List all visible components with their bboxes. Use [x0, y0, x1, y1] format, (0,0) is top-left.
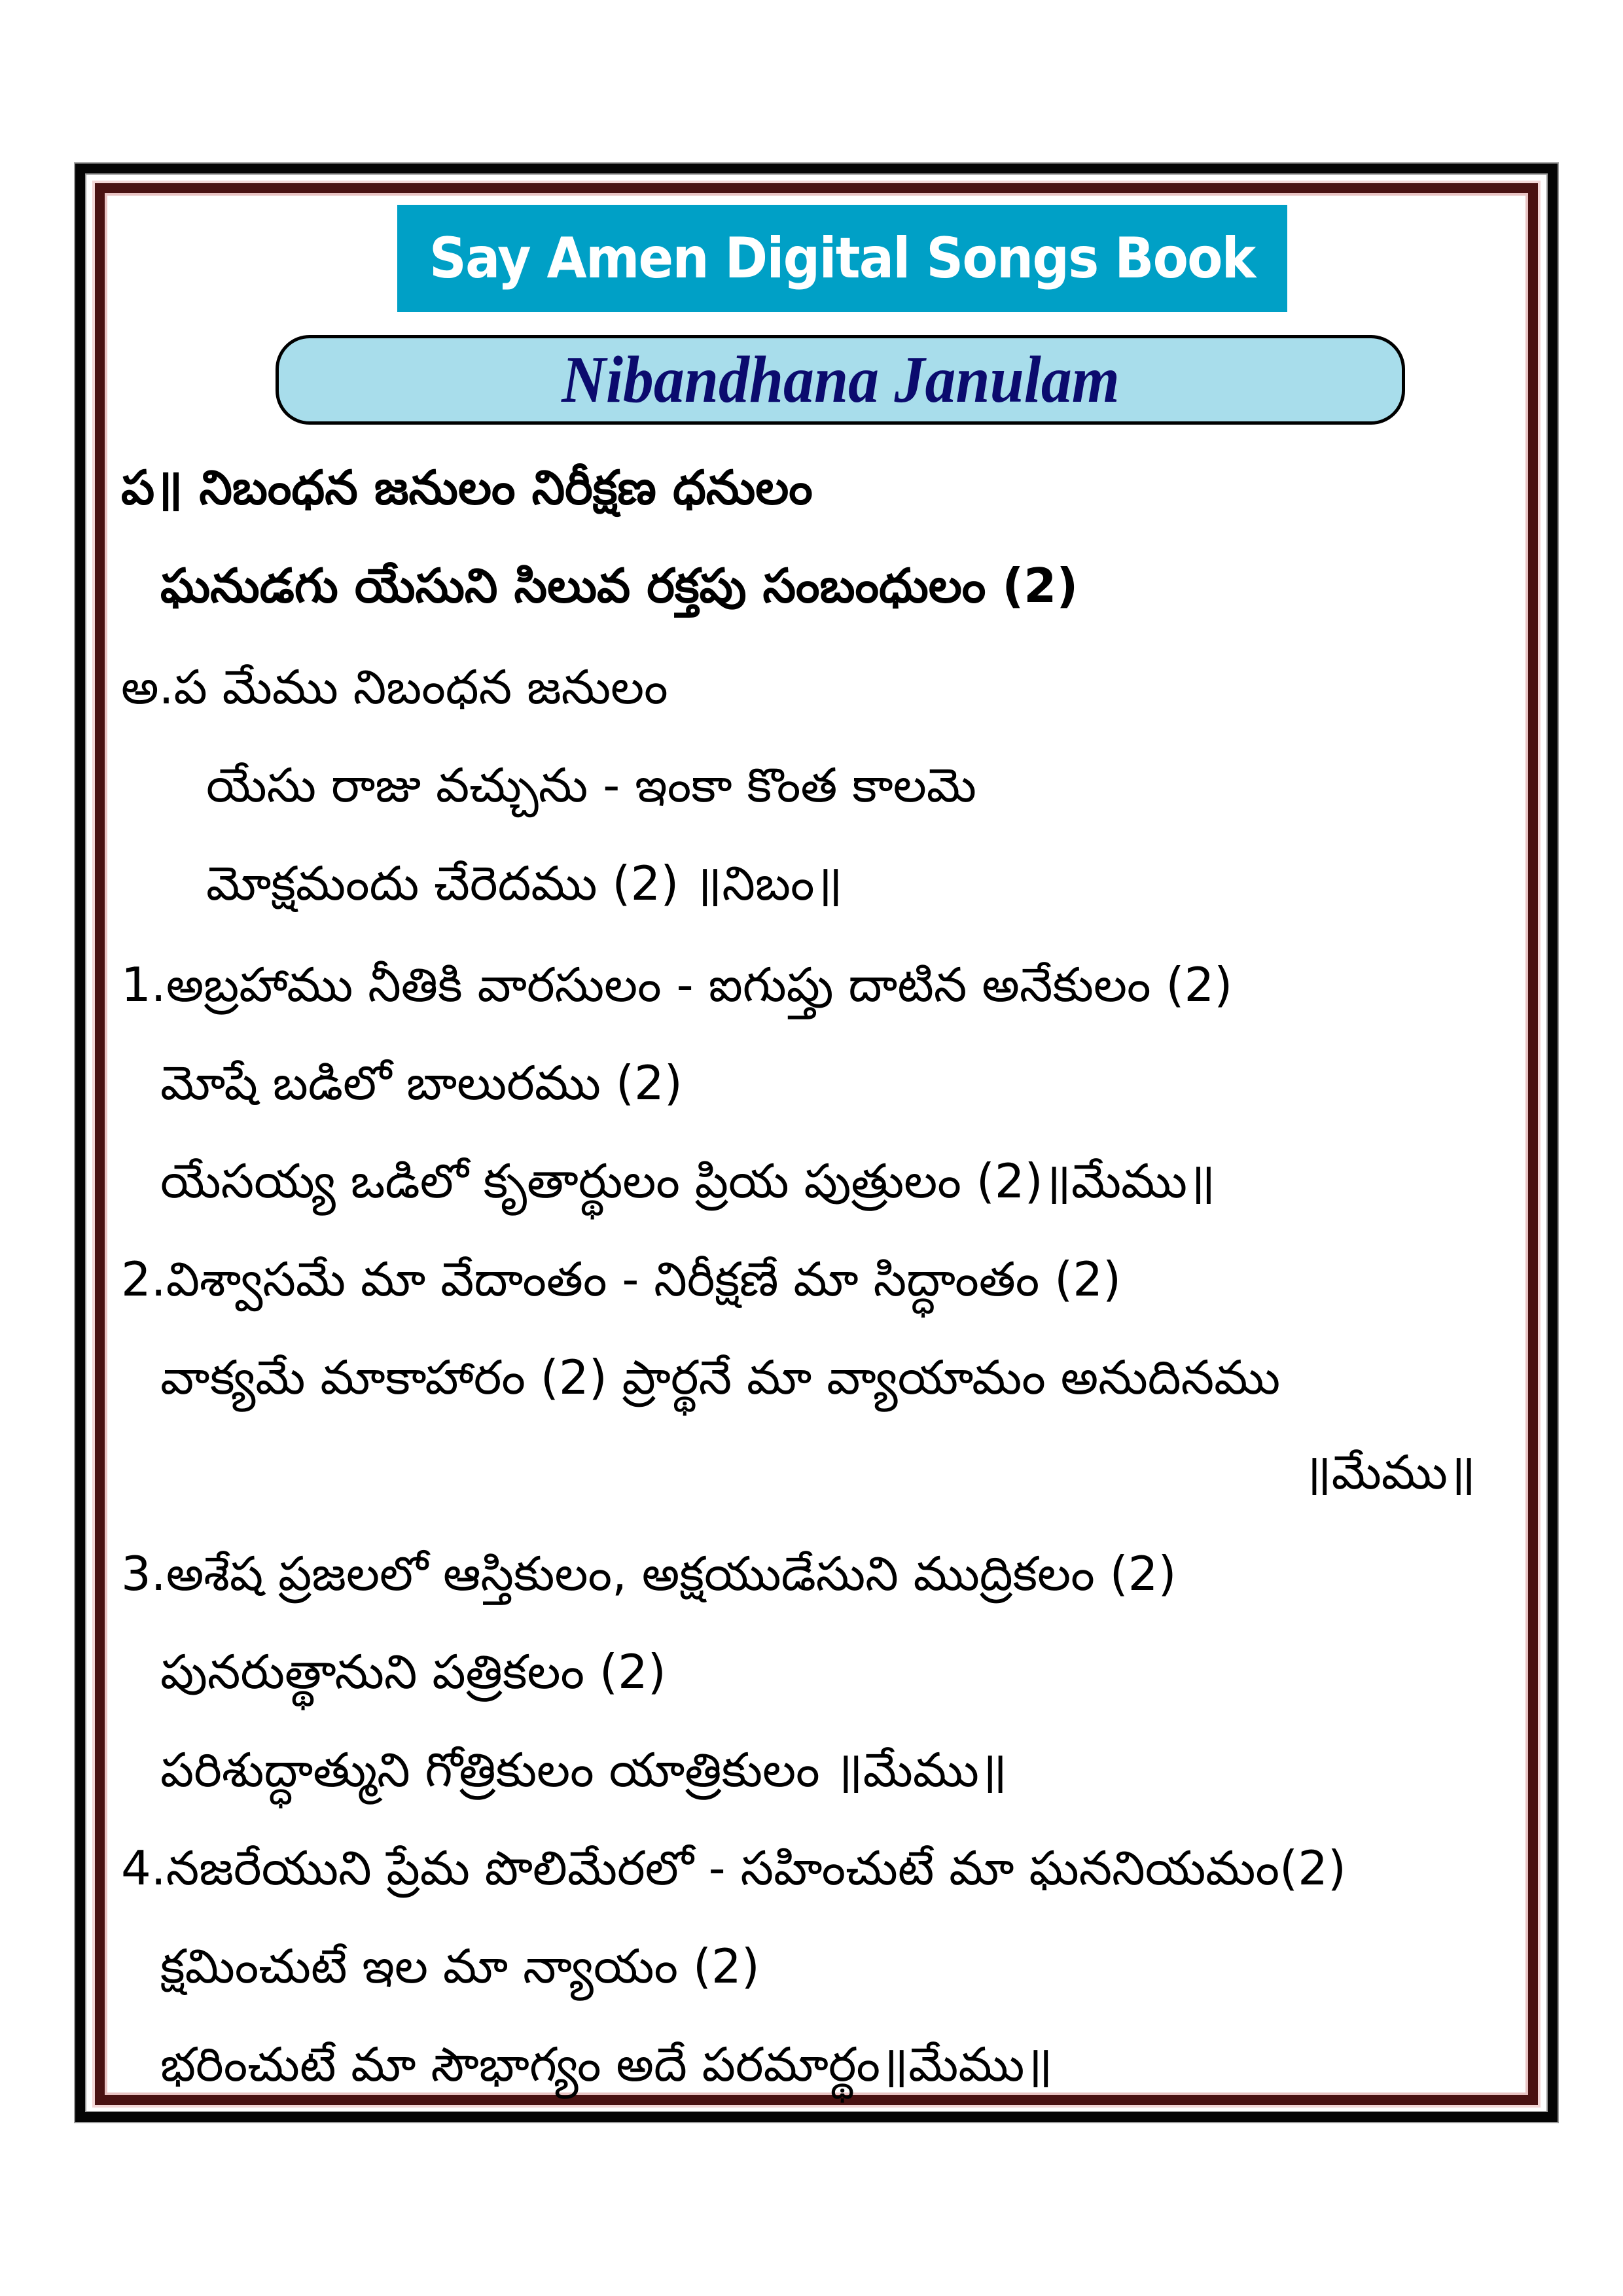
- verse-1-line-2: మోషే బడిలో బాలురము (2): [160, 1055, 683, 1110]
- verse-2-line-2: వాక్యమే మాకాహారం (2) ప్రార్థనే మా వ్యాయామం అనుదినము: [160, 1350, 1281, 1405]
- song-title-box: [276, 335, 1405, 425]
- pallavi-line-1: ప॥ నిబంధన జనులం నిరీక్షణ ధనులం: [121, 460, 813, 515]
- verse-3-line-2: పునరుత్థానుని పత్రికలం (2): [160, 1644, 666, 1699]
- song-title: Nibandhana Janulam: [561, 343, 1120, 417]
- verse-1-line-3: యేసయ్య ఒడిలో కృతార్థులం ప్రియ పుత్రులం (2)॥మేము॥: [160, 1154, 1216, 1209]
- verse-2-refrain: ॥మేము॥: [1303, 1445, 1476, 1500]
- anupallavi-line-1: అ.ప మేము నిబంధన జనులం: [121, 660, 668, 715]
- songbook-banner: [397, 205, 1287, 312]
- verse-3-line-1: 3.అశేష ప్రజలలో ఆస్తికులం, అక్షయుడేసుని ముద్రికలం (2): [121, 1546, 1177, 1601]
- pallavi-line-2: ఘనుడగు యేసుని సిలువ రక్తపు సంబంధులం (2): [160, 558, 1079, 613]
- anupallavi-line-3: మోక్షమందు చేరెదము (2) ॥నిబం॥: [206, 856, 843, 911]
- anupallavi-line-2: యేసు రాజు వచ్చును - ఇంకా కొంత కాలమె: [206, 758, 976, 813]
- verse-1-line-1: 1.అబ్రహాము నీతికి వారసులం - ఐగుప్తు దాటిన అనేకులం (2): [121, 957, 1233, 1012]
- verse-4-line-3: భరించుటే మా సౌభాగ్యం అదే పరమార్థం॥మేము॥: [160, 2037, 1053, 2092]
- verse-4-line-2: క్షమించుటే ఇల మా న్యాయం (2): [160, 1939, 760, 1994]
- verse-4-line-1: 4.నజరేయుని ప్రేమ పొలిమేరలో - సహించుటే మా ఘననియమం(2): [121, 1841, 1346, 1896]
- verse-2-line-1: 2.విశ్వాసమే మా వేదాంతం - నిరీక్షణే మా సిద్ధాంతం (2): [121, 1252, 1122, 1307]
- banner-title: Say Amen Digital Songs Book: [429, 226, 1255, 291]
- verse-3-line-3: పరిశుద్ధాత్ముని గోత్రికులం యాత్రికులం ॥మేము॥: [160, 1742, 1008, 1797]
